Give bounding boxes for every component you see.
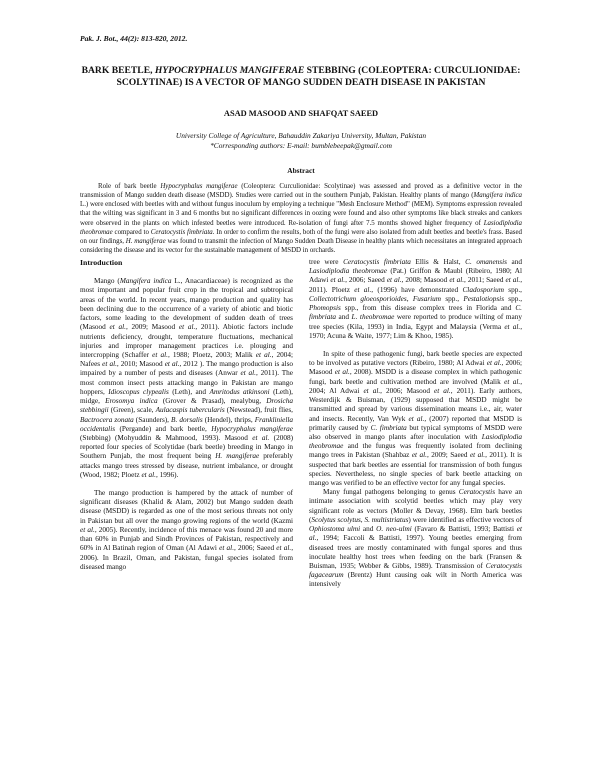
italic-text: Ceratocystis: [458, 488, 496, 497]
body-text: ) were identified as effective vectors of: [408, 515, 522, 524]
italic-text: et al.: [102, 360, 117, 369]
italic-text: et al.: [255, 350, 272, 359]
body-text: , 2011). Abiotic factors include nutrients deficiency, drought, temperature fluctuations, mechanical injuries and improper management practices i.e. plouging and intercropping (Schaffer: [80, 323, 294, 359]
abstract-text: . In order to confirm the results, both of the fungi were also isolated from adult beetles and beetle's frass. Based on our findings,: [80, 228, 522, 245]
body-text: spp.,: [441, 294, 464, 303]
italic-text: et al.: [504, 322, 521, 331]
italic-text: Erosomya indica: [105, 397, 158, 406]
body-text: The mango production is hampered by the attack of number of significant diseases (Khalid & Alam, 2002) but Mango sudden death disease (MSDD) is regarded as one of the most serious threats not only in Pakistan but all over the mango growing regions of the world (Kazmi: [80, 489, 293, 525]
body-text: , 2012 ). The mango production is also impaired by a number of pests and diseases (Anwar: [80, 360, 294, 378]
italic-text: et al.: [240, 369, 256, 378]
body-text: , 2010; Masood: [116, 360, 165, 369]
body-text: In spite of these pathogenic fungi, bark beetle species are expected to be involved as putative vectors (Ribeiro, 1980; Al Adwai: [309, 349, 522, 368]
body-text: and: [360, 525, 377, 534]
italic-text: et al.: [504, 377, 521, 386]
italic-text: et al.: [486, 359, 502, 368]
body-text: , 1970; Acuna & Waite, 1977; Lim & Khoo, 1985).: [309, 322, 523, 340]
body-text: (Hendel), thrips,: [202, 415, 255, 424]
body-text: , (1996) have demonstrated: [371, 285, 463, 294]
body-text: , 2006; Saeed: [345, 276, 387, 285]
abstract-species: Lasiodiplodia theobromae: [80, 219, 522, 236]
body-text: and: [506, 258, 522, 266]
body-text: (Pergande) and bark beetle,: [115, 424, 212, 433]
italic-text: et al.: [141, 470, 156, 479]
italic-text: Lasiodiplodia theobromae: [309, 432, 522, 451]
body-text: , 2011). Ploetz: [309, 276, 523, 294]
italic-text: et al.: [178, 323, 196, 332]
body-text: but typical symptoms of MSDD were also observed in mango plants after inoculation with: [309, 423, 522, 441]
abstract-species: H. mangiferae: [125, 237, 166, 245]
body-text: , 2005). Recently, incidence of this menace was found 20 and more than 60% in Punjab and Sindh Provinces of Pakistan, respectively and 60% in Al Batinah region of Oman (Al Adawi: [80, 525, 293, 553]
intro-paragraph-5: [309, 488, 522, 589]
body-text: (Brentz) Hunt causing oak wilt in North America was intensively: [309, 571, 522, 589]
italic-text: Mangifera indica: [119, 277, 172, 286]
body-text: , 2011; Saeed: [464, 276, 506, 285]
body-text: ,: [406, 294, 413, 303]
italic-text: Collectotrichum gloeosporioides: [309, 294, 407, 303]
body-text: , 2011). It is suspected that bark beetles are essential for transmission of both fungus species. Nevertheless, no single species of bark beetle attacking on mango was verified to be an effective vector for any fungal species.: [309, 451, 522, 488]
body-text: (Leth), and: [168, 387, 210, 396]
abstract-heading: Abstract: [287, 166, 315, 175]
italic-text: et al.: [411, 451, 427, 460]
affiliation: [80, 131, 522, 151]
italic-text: et al.: [109, 323, 126, 332]
body-text: and: [336, 313, 352, 322]
title-part-3: STEBBING (COLEOPTERA: CURCULIONIDAE: SCOLYTINAE) IS A VECTOR OF MANGO SUDDEN DEATH DISEASE IN PAKISTAN: [116, 65, 521, 88]
body-text: have an intimate association with scolytid beetles which may play very significant role as vectors (Moller & Devay, 1968). Elm bark beetles (: [309, 488, 523, 524]
italic-text: et al.: [469, 451, 486, 460]
italic-text: Idioscopus clypealis: [108, 387, 169, 396]
body-text: Many fungal pathogens belonging to genus: [323, 488, 459, 497]
italic-text: et al.: [152, 350, 168, 359]
italic-text: Phomopsis: [309, 304, 341, 313]
abstract-species: Mangifera indica: [473, 192, 522, 200]
title-species: HYPOCRYPHALUS MANGIFERAE: [154, 65, 305, 76]
abstract-species: Ceratocystis fimbriata: [150, 228, 213, 236]
right-column: [309, 258, 522, 590]
body-text: , 2009; Masood: [125, 323, 179, 332]
italic-text: Cladosporium: [462, 285, 504, 294]
abstract-species: Hypocryphalus mangiferae: [160, 183, 238, 190]
body-text: Mango (: [94, 277, 120, 286]
italic-text: Pestalotiopsis: [463, 294, 505, 303]
italic-text: Amritodus atkinsoni: [209, 387, 270, 396]
body-text: , 2004; Nafees: [80, 350, 294, 369]
italic-text: et al.: [164, 360, 180, 369]
abstract-text: L.) were enclosed with beetles with and without fungus inoculum by employing a technique "Mesh Enclosure Method" (MEM). Symptoms expression revealed that the wilting was significant in 3 and 6 months but no significant differences in oozing were found and also other symptoms like black streaks and cankers were observed in the plants on which infested beetles were introduced. Re-isolation of fungi after 7.5 months showed higher frequency of: [80, 201, 522, 227]
body-text: spp.,: [504, 294, 523, 303]
italic-text: Aulacaspis tubercularis: [155, 406, 225, 415]
abstract-text: (Coleoptera: Curculionidae: Scolytinae) was assessed and proved as a definitive vector in the transmission of Mango sudden death disease (MSDD). Studies were carried out in the southern Punjab, Pakistan. Healthy plants of mango (: [80, 183, 523, 200]
body-text: spp.,: [503, 285, 522, 294]
body-text: (Grover & Prasad), mealybug,: [157, 397, 267, 406]
corresponding-author-email: *Corresponding authors: E-mail: bumblebeepak@gmail.com: [210, 141, 392, 150]
italic-text: Bactrocera zonata: [80, 415, 134, 424]
italic-text: Frankliniella occidentalis: [80, 415, 293, 433]
intro-paragraph-2: [80, 489, 293, 572]
intro-paragraph-1: [80, 277, 293, 480]
body-text: L., Anacardiaceae) is recognized as the most important and popular fruit crop in the tropical and subtropical areas of the world. In recent years, mango production and quality has been declining due to the occurrence of a variety of abiotic and biotic factors, some leading to the development of sudden death of trees (Masood: [80, 277, 293, 332]
body-text: , 2006; Masood: [309, 359, 523, 377]
body-text: , 1994; Faccoli & Battisti, 1997). Young beetles emerging from diseased trees are mostly contaminated with fungal spores and thus inoculate healthy host trees when feeding on the bark (Fransen & Buisman, 1935; Webber & Gibbs, 1989). Transmission of: [309, 534, 522, 570]
body-text: , 2004; Al Adwai: [309, 377, 523, 395]
body-text: (2008) reported four species of Scolytidae (bark beetle) breeding in Mango in Southern Punjab, the most frequent being: [80, 433, 293, 461]
affiliation-institution: University College of Agriculture, Bahauddin Zakariya University, Multan, Pakistan: [175, 131, 427, 140]
author-list: ASAD MASOOD AND SHAFQAT SAEED: [223, 109, 379, 118]
italic-text: C. fimbriata: [309, 304, 522, 322]
italic-text: et al.: [354, 285, 372, 294]
journal-reference: Pak. J. Bot., 44(2): 813-820, 2012.: [80, 34, 188, 43]
intro-paragraph-4: [309, 350, 522, 488]
body-text: preferably attacks mango trees stressed by disease, nutrient imbalance, or drought (Wood, 1982; Ploetz: [80, 452, 293, 479]
italic-text: Scolytus scolytus, S. multistriatus: [311, 515, 409, 524]
italic-text: et al.: [386, 276, 402, 285]
italic-text: Ceratocystis fimbriata: [343, 258, 411, 266]
italic-text: H. mangiferae: [215, 452, 260, 461]
italic-text: et al.: [330, 276, 346, 285]
italic-text: et al.: [363, 386, 381, 395]
body-text: (Stebbing) (Mohyuddin & Mahmood, 1993). Masood: [80, 433, 253, 442]
abstract-text: Role of bark beetle: [98, 183, 161, 190]
paper-title: [80, 65, 522, 89]
body-text: (Favaro & Battisti, 1993; Battisti: [411, 525, 517, 534]
italic-text: et al.: [276, 544, 292, 553]
introduction-heading: Introduction: [80, 258, 123, 267]
body-text: , 2006). In Brazil, Oman, and Pakistan, fungal species isolated from diseased mango: [80, 544, 294, 571]
italic-text: L. theobromae: [351, 313, 395, 322]
body-text: were reported to produce wilting of many tree species (Kila, 1993) in India, Egypt and Malaysia (Verma: [309, 313, 522, 331]
body-text: , (2007) reported that MSDD is primarily caused by: [309, 414, 523, 432]
italic-text: et al.: [219, 544, 235, 553]
body-text: , 2011). Early authors, Westerdijk & Buisman, (1929) supposed that MSDD might be transmitted and spread by various dissemination means i.e., air, water and insects. Recently, Van Wyk: [309, 386, 522, 423]
abstract-text: compared to: [112, 228, 151, 236]
body-text: , 2008). MSDD is a disease complex in which pathogenic fungi, bark beetle and cultivation method are involved (Malik: [309, 368, 522, 386]
italic-text: Hypocryphalus mangiferae: [211, 424, 293, 433]
body-text: , 1988; Ploetz, 2003; Malik: [167, 350, 256, 359]
body-text: (Green), scale,: [108, 406, 156, 415]
italic-text: C. fimbriata: [370, 423, 407, 432]
body-text: , 2009; Saeed: [426, 451, 470, 460]
body-text: , 2008; Masood: [401, 276, 450, 285]
italic-text: O. neo-ulmi: [376, 525, 412, 534]
italic-text: Ophiostoma ulmi: [309, 525, 361, 534]
italic-text: et al.: [334, 368, 350, 377]
left-column: [80, 258, 293, 572]
body-text: , 2011). The most common insect pests attacking mango in Pakistan are mango hoppers,: [80, 369, 293, 396]
italic-text: et al.: [309, 525, 522, 543]
italic-text: Ceratocystis fagacearum: [309, 562, 522, 580]
italic-text: et al.: [505, 276, 521, 285]
italic-text: et al.: [449, 276, 465, 285]
italic-text: et al.: [80, 525, 95, 534]
body-text: (Pat.) Griffon & Maubl (Ribeiro, 1980; Al Adawi: [309, 267, 522, 285]
body-text: (Saunders),: [133, 415, 172, 424]
body-text: , 2006; Saeed: [234, 544, 277, 553]
italic-text: et al.: [408, 414, 425, 423]
abstract-body: [80, 182, 522, 255]
italic-text: Lasiodiplodia theobromae: [309, 267, 388, 276]
body-text: Ellis & Halst,: [410, 258, 466, 266]
body-text: tree were: [309, 258, 344, 266]
body-text: and the fungus was frequently isolated from declining mango trees in Pakistan (Shahbaz: [309, 442, 522, 460]
body-text: , 1996).: [155, 470, 179, 479]
italic-text: B. dorsalis: [171, 415, 203, 424]
italic-text: et al.: [252, 433, 270, 442]
body-text: spp., from this disease complex trees in Florida and: [340, 304, 516, 313]
italic-text: C. omanensis: [465, 258, 507, 266]
body-text: (Newstead), fruit flies,: [224, 406, 293, 415]
intro-paragraph-3: [309, 258, 522, 341]
abstract-text: was found to transmit the infection of Mango Sudden Death Disease in healthy plants which necessitates an integrated approach considering the disease and its vector for the sustainable management of MSDD in orchards.: [80, 237, 522, 255]
title-part-1: BARK BEETLE,: [81, 65, 155, 76]
italic-text: Fusarium: [412, 294, 442, 303]
italic-text: Drosicha stebbingii: [80, 397, 293, 415]
italic-text: et al.: [434, 386, 451, 395]
body-text: , 2006; Masood: [380, 386, 434, 395]
body-text: (Leth), midge,: [80, 387, 293, 406]
